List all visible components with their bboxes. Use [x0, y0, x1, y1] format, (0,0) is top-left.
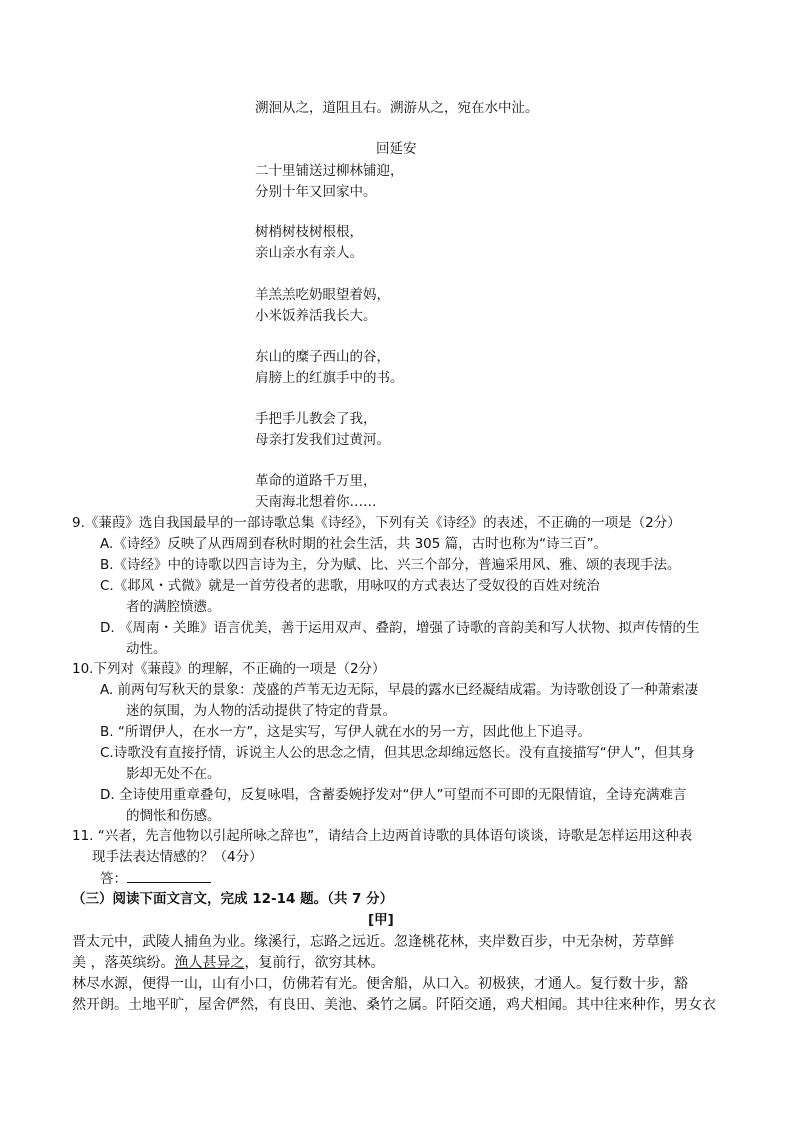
- question-11-stem: 11. “兴者，先言他物以引起所咏之辞也”，请结合上边两首诗歌的具体语句谈谈，诗歌是怎样运用这种表: [72, 828, 693, 844]
- section-3-subheading: [甲]: [368, 912, 394, 928]
- poem-line: 肩膀上的红旗手中的书。: [255, 370, 404, 386]
- question-10-option-d-cont: 的惆怅和伤感。: [126, 808, 221, 824]
- question-9-option-d-cont: 动性。: [126, 641, 167, 657]
- question-10-option-c: C.诗歌没有直接抒情，诉说主人公的思念之情，但其思念却绵远悠长。没有直接描写“伊人”，但其身: [100, 745, 695, 761]
- passage-segment: ，复前行，欲穷其林。: [244, 955, 385, 971]
- passage-line: 然开朗。土地平旷，屋舍俨然，有良田、美池、桑竹之属。阡陌交通，鸡犬相闻。其中往来种作，男女衣: [72, 997, 716, 1013]
- passage-line: 晋太元中，武陵人捕鱼为业。缘溪行，忘路之远近。忽逢桃花林，夹岸数百步，中无杂树，芳草鲜: [72, 934, 674, 950]
- passage-segment: 美 ，落英缤纷。: [72, 955, 175, 971]
- poem-line: 树梢树枝树根根，: [255, 224, 363, 240]
- passage-line: [72, 953, 384, 973]
- answer-blank[interactable]: [127, 868, 211, 883]
- question-9-option-a: A.《诗经》反映了从西周到春秋时期的社会生活，共 305 篇，古时也称为“诗三百”。: [100, 536, 608, 552]
- question-10-option-a: A. 前两句写秋天的景象：茂盛的芦苇无边无际，早晨的露水已经凝结成霜。为诗歌创设了一种萧索凄: [100, 682, 699, 698]
- question-10-option-d: D. 全诗使用重章叠句，反复咏唱，含蓄委婉抒发对“伊人”可望而不可即的无限情谊，全诗充满难言: [100, 787, 687, 803]
- poem-title: 回延安: [376, 141, 417, 157]
- poem-line: 二十里铺送过柳林铺迎，: [255, 163, 404, 179]
- question-10-option-b: B. “所谓伊人，在水一方”，这是实写，写伊人就在水的另一方，因此他上下追寻。: [100, 724, 591, 740]
- poem-line: 羊羔羔吃奶眼望着妈，: [255, 287, 390, 303]
- poem-line: 母亲打发我们过黄河。: [255, 432, 390, 448]
- question-9-option-b: B.《诗经》中的诗歌以四言诗为主，分为赋、比、兴三个部分，普遍采用风、雅、颂的表现手法。: [100, 557, 681, 573]
- question-11-stem-cont: 现手法表达情感的？（4分）: [92, 849, 263, 865]
- underlined-sentence: 渔人甚异之: [174, 955, 245, 971]
- question-9-option-d: D. 《周南・关雎》语言优美，善于运用双声、叠韵，增强了诗歌的音韵美和写人状物、拟声传情的生: [100, 620, 700, 636]
- poem-line: 东山的糜子西山的谷，: [255, 349, 390, 365]
- poem-line: 革命的道路千万里，: [255, 473, 377, 489]
- poem-line: 分别十年又回家中。: [255, 184, 377, 200]
- poem-line: 小米饭养活我长大。: [255, 308, 377, 324]
- answer-label: 答：: [100, 871, 127, 887]
- question-9-option-c: C.《邶风・式微》就是一首劳役者的悲歌，用咏叹的方式表达了受奴役的百姓对统治: [100, 578, 600, 594]
- question-9-stem: 9.《蒹葭》选自我国最早的一部诗歌总集《诗经》，下列有关《诗经》的表述，不正确的一项是（2分）: [72, 515, 681, 531]
- poem-line: 手把手儿教会了我，: [255, 411, 377, 427]
- poem-line: 天南海北想着你……: [255, 494, 377, 510]
- question-9-option-c-cont: 者的满腔愤懑。: [126, 599, 221, 615]
- poem-prev-last-line: 溯洄从之，道阻且右。溯游从之，宛在水中沚。: [255, 100, 539, 116]
- question-10-option-a-cont: 迷的氛围，为人物的活动提供了特定的背景。: [126, 703, 396, 719]
- question-10-stem: 10.下列对《蒹葭》的理解，不正确的一项是（2分）: [72, 661, 386, 677]
- question-10-option-c-cont: 影却无处不在。: [126, 766, 221, 782]
- poem-line: 亲山亲水有亲人。: [255, 245, 363, 261]
- passage-line: 林尽水源，便得一山，山有小口，仿佛若有光。便舍船，从口入。初极狭，才通人。复行数十步，豁: [72, 976, 688, 992]
- question-11-answer: [100, 868, 211, 889]
- section-3-heading: （三）阅读下面文言文，完成 12-14 题。（共 7 分）: [72, 891, 394, 907]
